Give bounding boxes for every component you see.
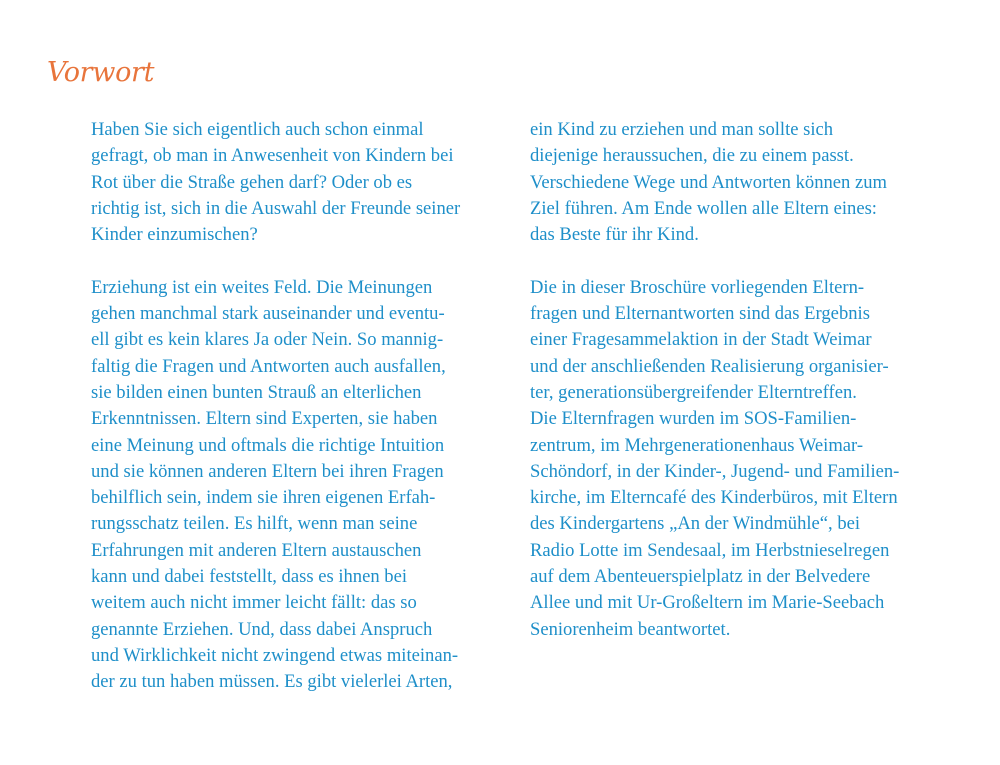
- text-line: gefragt, ob man in Anwesenheit von Kindern bei: [91, 145, 454, 167]
- paragraph: [530, 275, 950, 643]
- page-title: Vorwort: [47, 57, 155, 88]
- text-line: und sie können anderen Eltern bei ihren Fragen: [91, 460, 444, 482]
- text-line: Allee und mit Ur-Großeltern im Marie-Seebach: [530, 592, 885, 614]
- paragraph-gap: [530, 248, 950, 274]
- text-line: kirche, im Elterncafé des Kinderbüros, mit Eltern: [530, 487, 898, 509]
- paragraph: [91, 117, 511, 248]
- right-text-column: [530, 117, 950, 643]
- left-text-column: [91, 117, 511, 696]
- text-line: Schöndorf, in der Kinder-, Jugend- und Familien-: [530, 460, 900, 482]
- text-line: Verschiedene Wege und Antworten können zum: [530, 171, 888, 193]
- text-line: kann und dabei feststellt, dass es ihnen bei: [91, 566, 408, 588]
- text-line: einer Fragesammelaktion in der Stadt Weimar: [530, 329, 872, 351]
- text-line: Erfahrungen mit anderen Eltern austauschen: [91, 539, 422, 561]
- text-line: Haben Sie sich eigentlich auch schon einmal: [91, 119, 424, 140]
- text-line: faltig die Fragen und Antworten auch ausfallen,: [91, 355, 446, 377]
- text-line: zentrum, im Mehrgenerationenhaus Weimar-: [530, 434, 864, 456]
- text-line: gehen manchmal stark auseinander und eventu-: [91, 303, 445, 325]
- text-line: genannte Erziehen. Und, dass dabei Anspruch: [91, 618, 433, 640]
- text-line: Kinder einzumischen?: [91, 224, 258, 246]
- text-line: ter, generationsübergreifender Elterntreffen.: [530, 381, 857, 403]
- text-line: ein Kind zu erziehen und man sollte sich: [530, 119, 834, 140]
- paragraph-gap: [91, 248, 511, 274]
- text-line: und Wirklichkeit nicht zwingend etwas miteinan-: [91, 644, 459, 666]
- text-line: weitem auch nicht immer leicht fällt: das so: [91, 592, 417, 614]
- text-line: Radio Lotte im Sendesaal, im Herbstnieselregen: [530, 539, 890, 561]
- text-line: auf dem Abenteuerspielplatz in der Belvedere: [530, 566, 871, 588]
- text-line: und der anschließenden Realisierung organisier-: [530, 355, 889, 377]
- text-line: eine Meinung und oftmals die richtige Intuition: [91, 434, 445, 456]
- text-line: Die in dieser Broschüre vorliegenden Eltern-: [530, 276, 865, 298]
- text-line: sie bilden einen bunten Strauß an elterlichen: [91, 381, 422, 403]
- text-line: Die Elternfragen wurden im SOS-Familien-: [530, 408, 857, 430]
- text-line: Erkenntnissen. Eltern sind Experten, sie haben: [91, 408, 438, 430]
- text-line: der zu tun haben müssen. Es gibt vielerlei Arten,: [91, 671, 453, 693]
- paragraph: [91, 275, 511, 696]
- text-line: das Beste für ihr Kind.: [530, 224, 699, 246]
- text-line: fragen und Elternantworten sind das Ergebnis: [530, 303, 870, 325]
- text-line: rungsschatz teilen. Es hilft, wenn man seine: [91, 513, 418, 535]
- text-line: richtig ist, sich in die Auswahl der Freunde seiner: [91, 197, 461, 219]
- text-line: Erziehung ist ein weites Feld. Die Meinungen: [91, 276, 433, 298]
- text-line: Ziel führen. Am Ende wollen alle Eltern eines:: [530, 197, 877, 219]
- text-line: behilflich sein, indem sie ihren eigenen Erfah-: [91, 487, 436, 509]
- text-line: Rot über die Straße gehen darf? Oder ob es: [91, 171, 413, 193]
- text-line: des Kindergartens „An der Windmühle“, bei: [530, 513, 861, 535]
- paragraph: [530, 117, 950, 248]
- text-line: Seniorenheim beantwortet.: [530, 618, 731, 640]
- text-line: diejenige heraussuchen, die zu einem passt.: [530, 145, 854, 167]
- text-line: ell gibt es kein klares Ja oder Nein. So mannig-: [91, 329, 444, 351]
